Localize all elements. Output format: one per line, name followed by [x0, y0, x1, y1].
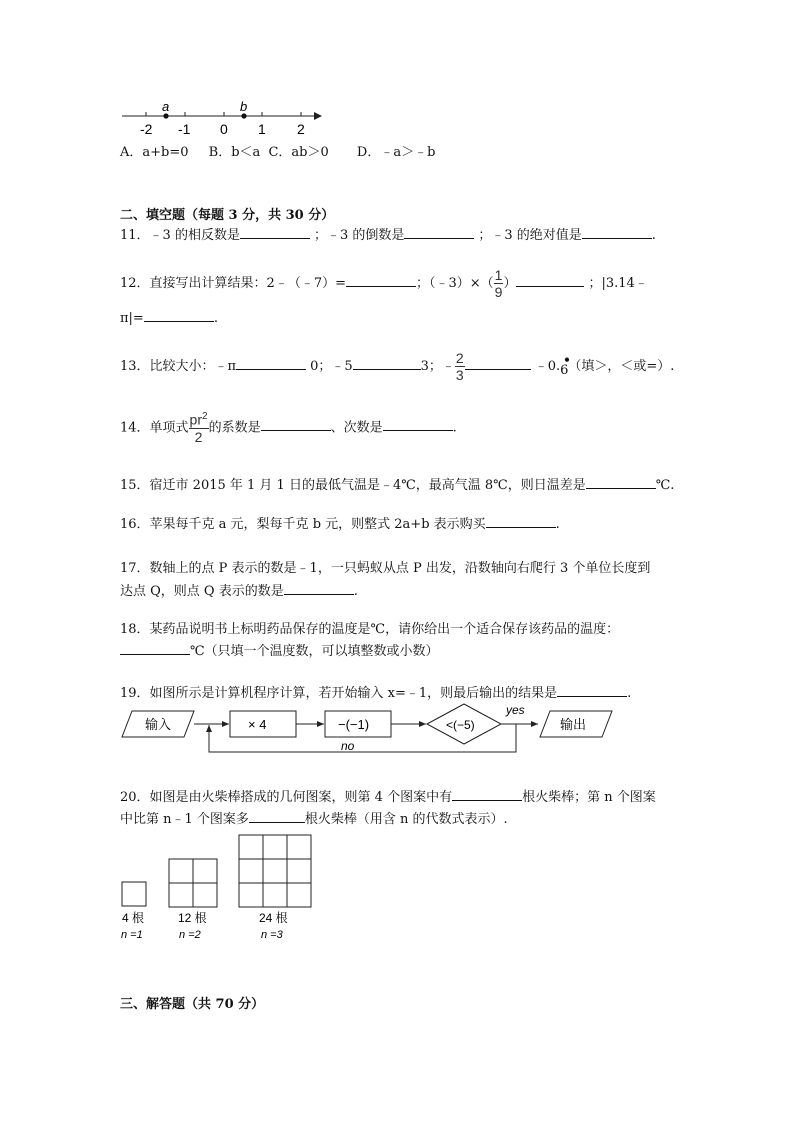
answer-blank[interactable] [404, 226, 474, 239]
multiply-label: × 4 [248, 717, 267, 732]
answer-blank[interactable] [465, 357, 531, 370]
yes-label: yes [506, 703, 525, 717]
question-13: 13．比较大小：﹣π 0；﹣5 3；﹣ $\frac{2}{3}$ ﹣0. • 6（填＞，＜或=）. [120, 350, 675, 383]
repeat-dot: • [563, 353, 571, 367]
question-11: 11．﹣3 的相反数是 ；﹣3 的倒数是 ；﹣3 的绝对值是 . [120, 228, 656, 243]
answer-blank[interactable] [383, 418, 453, 431]
question-16: 16．苹果每千克 a 元，梨每千克 b 元，则整式 2a+b 表示购买 . [120, 517, 560, 532]
answer-blank[interactable] [582, 226, 652, 239]
option-a: A．a+b=0 [120, 145, 189, 160]
option-c: C．ab＞0 [268, 145, 329, 160]
question-12-line2: π|= . [120, 311, 218, 326]
option-b: B．b＜a [208, 145, 261, 160]
section3-heading: 三、解答题（共 70 分） [120, 997, 265, 1012]
fraction-two-thirds: $\frac{2}{3}$ [455, 350, 464, 383]
question-17: 17．数轴上的点 P 表示的数是﹣1，一只蚂蚁从点 P 出发，沿数轴向右爬行 3 个单位长度到 [120, 561, 651, 576]
answer-blank[interactable] [249, 810, 305, 823]
answer-blank[interactable] [346, 274, 416, 287]
question-20-line2: 中比第 n﹣1 个图案多 根火柴棒（用含 n 的代数式表示）. [120, 812, 508, 827]
question-19: 19．如图所示是计算机程序计算，若开始输入 x=﹣1，则最后输出的结果是 . [120, 686, 632, 701]
tick-label: 0 [220, 121, 228, 137]
question-17-line2: 达点 Q，则点 Q 表示的数是 . [120, 584, 358, 599]
matchstick-patterns [118, 832, 328, 944]
number-line-arrow [314, 112, 322, 120]
output-label: 输出 [560, 717, 587, 732]
question-14: 14．单项式 $\frac{pr^2}{2}$ 的系数是 、次数是 . [120, 411, 457, 445]
point-a-label: a [162, 99, 170, 114]
pattern-count: 12 根 [178, 911, 207, 925]
repeating-decimal: • 6 [560, 353, 571, 378]
answer-blank[interactable] [353, 357, 421, 370]
q10-options [120, 141, 435, 160]
question-15: 15．宿迁市 2015 年 1 月 1 日的最低气温是﹣4℃，最高气温 8℃，则日温差是 ℃. [120, 478, 675, 493]
fraction-pr2-over-2: $\frac{pr^2}{2}$ [189, 411, 208, 445]
section2-heading: 二、填空题（每题 3 分，共 30 分） [120, 208, 335, 223]
option-d: D．﹣a＞﹣b [356, 145, 436, 160]
condition-label: <(−5) [446, 718, 475, 732]
pattern-n2 [169, 859, 217, 907]
question-18: 18．某药品说明书上标明药品保存的温度是℃，请你给出一个适合保存该药品的温度： [120, 622, 620, 637]
answer-blank[interactable] [486, 515, 556, 528]
answer-blank[interactable] [586, 476, 656, 489]
answer-blank[interactable] [120, 642, 190, 655]
pattern-count: 4 根 [122, 911, 145, 925]
pattern-n1 [122, 882, 146, 906]
subtract-label: −(−1) [338, 717, 370, 732]
question-20: 20．如图是由火柴棒搭成的几何图案，则第 4 个图案中有 根火柴棒；第 n 个图案 [120, 790, 656, 805]
point-a-dot [163, 113, 168, 118]
question-12: 12．直接写出计算结果：2﹣（﹣7）= ；（﹣3）×（ $\frac{1}{9}$ ） ；|3.14﹣ [120, 267, 648, 300]
pattern-n-label: n =1 [121, 929, 143, 941]
answer-blank[interactable] [516, 274, 584, 287]
pattern-n-label: n =3 [261, 929, 283, 941]
question-18-line2: ℃（只填一个温度数，可以填整数或小数） [120, 640, 439, 659]
point-b-label: b [240, 99, 248, 114]
pattern-count: 24 根 [259, 911, 288, 925]
answer-blank[interactable] [557, 684, 627, 697]
pattern-n3 [239, 835, 311, 907]
answer-blank[interactable] [261, 418, 331, 431]
tick-label: -2 [140, 121, 153, 137]
point-b-dot [241, 113, 246, 118]
tick-label: -1 [178, 121, 191, 137]
tick-label: 1 [258, 121, 266, 137]
answer-blank[interactable] [236, 357, 306, 370]
pattern-n-label: n =2 [179, 929, 201, 941]
answer-blank[interactable] [284, 582, 354, 595]
no-label: no [341, 739, 355, 753]
number-line [118, 98, 328, 140]
tick-label: 2 [297, 121, 305, 137]
input-label: 输入 [145, 717, 172, 732]
answer-blank[interactable] [452, 788, 522, 801]
answer-blank[interactable] [240, 226, 310, 239]
fraction-one-ninth: $\frac{1}{9}$ [494, 267, 503, 300]
program-flowchart [118, 700, 638, 758]
answer-blank[interactable] [144, 309, 214, 322]
